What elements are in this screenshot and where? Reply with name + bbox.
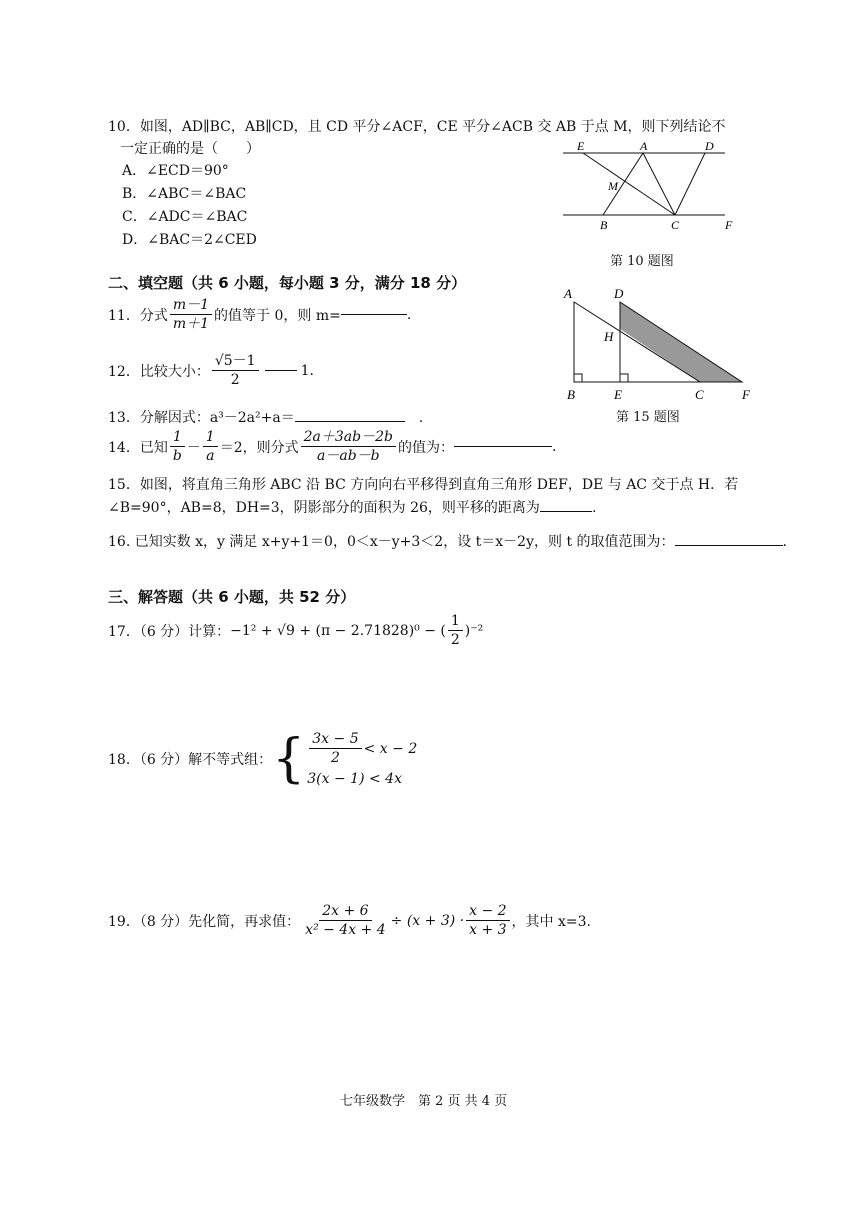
q14-fraction-3-denominator: a－ab－b [317,448,380,464]
q15-figure-caption: 第 15 题图 [616,410,680,425]
q15-label-d: D [614,286,624,301]
q15-label-b: B [567,387,575,402]
section2-heading: 二、填空题（共 6 小题，每小题 3 分，满分 18 分） [108,274,467,292]
q11-answer-blank[interactable] [341,314,407,315]
q15-right-angle-b [574,374,582,382]
q19-fraction-2-numerator: x − 2 [466,902,509,921]
q10-label-c: C [671,218,680,232]
q10-option-d: D．∠BAC＝2∠CED [122,232,257,248]
q12 [108,352,314,389]
q10-option-a: A．∠ECD＝90° [122,163,229,179]
q17-fraction-denominator: 2 [450,632,460,648]
q18-ineq1-rhs: < x − 2 [363,740,418,757]
q10-seg-dc [675,153,705,215]
q15-stem-line1: 15．如图，将直角三角形 ABC 沿 BC 方向向右平移得到直角三角形 DEF，DE 与 AC 交于点 H．若 [108,477,739,493]
q11-suffix: 的值等于 0，则 m= [214,307,341,324]
q19-prefix: 19．（8 分）先化简，再求值： [108,913,301,930]
q14 [108,428,556,465]
q19 [108,902,591,939]
q14-suffix: 的值为： [397,439,454,456]
q14-minus: － [186,439,201,456]
q10-label-m: M [608,179,618,193]
q13-answer-blank[interactable] [295,421,405,422]
q11-fraction-denominator: m＋1 [172,316,210,332]
q15-figure [562,284,762,404]
q11-prefix: 11．分式 [108,307,168,324]
q10-label-d: D [705,139,714,153]
q10-figure-caption: 第 10 题图 [610,254,674,269]
q14-answer-blank[interactable] [454,446,552,447]
q17-fraction [448,612,463,649]
q17-prefix: 17．（6 分）计算： [108,623,231,640]
q18-inequality-1 [307,730,417,767]
q11-fraction-numerator: m－1 [170,296,212,315]
q12-fraction-denominator: 2 [230,372,240,388]
q15-stem-line2-row [108,497,596,517]
page-footer: 七年级数学 第 2 页 共 4 页 [340,1094,508,1109]
q14-fraction-3-numerator: 2a＋3ab－2b [301,428,396,447]
q15-label-e: E [614,387,622,402]
q15-end: . [591,500,597,516]
q13-text: 13．分解因式：a³－2a²+a＝ [108,410,295,426]
q10-label-b: B [600,218,608,232]
q17-expression: −1² + √9 + (π − 2.71828)⁰ − ( [230,622,446,639]
q16 [108,531,787,551]
q15-label-h: H [604,329,614,344]
q14-fraction-2 [203,428,218,465]
q10-stem-line1: 10．如图，AD∥BC，AB∥CD，且 CD 平分∠ACF，CE 平分∠ACB 交 AB 于点 M，则下列结论不 [108,119,726,135]
q10-label-f: F [725,218,733,232]
q14-fraction-3 [301,428,396,465]
q14-fraction-1-numerator: 1 [170,428,185,447]
q16-end: . [782,534,787,550]
q18-inequality-system [272,730,417,787]
q12-fraction [212,352,259,389]
q14-end: . [551,438,557,455]
q11: 11．分式 $\frac{m-1}{m+1}$ 的值等于 0，则 m= . [108,297,412,332]
q14-fraction-1-denominator: b [172,448,182,464]
q12-fraction-numerator: √5－1 [212,352,259,371]
q13 [108,407,423,427]
q12-answer-blank[interactable] [265,370,297,371]
q19-fraction-1-numerator: 2x + 6 [319,902,371,921]
q10-option-c: C．∠ADC＝∠BAC [122,209,248,225]
q10-figure [555,138,755,238]
q10-option-b: B．∠ABC＝∠BAC [122,186,247,202]
q17-fraction-numerator: 1 [448,612,463,631]
q15-right-angle-e [620,374,628,382]
q10-label-e: E [577,139,585,153]
q18-ineq1-numerator: 3x − 5 [309,730,361,749]
q19-fraction-1 [302,902,388,939]
q15-stem-line2: ∠B=90°，AB=8，DH=3，阴影部分的面积为 26，则平移的距离为 [108,500,540,516]
q14-equation: ＝2，则分式 [219,439,299,456]
q14-prefix: 14．已知 [108,439,168,456]
q16-text: 16. 已知实数 x，y 满足 x+y+1＝0，0＜x－y+3＜2，设 t＝x－2y，则 t 的取值范围为： [108,534,675,550]
q19-fraction-2-denominator: x + 3 [469,922,507,938]
q17-exponent: )⁻² [464,622,484,639]
q18-inequality-2: 3(x − 1) < 4x [307,771,402,787]
q19-fraction-2 [466,902,509,939]
q19-fraction-1-denominator: x² − 4x + 4 [305,922,386,938]
q10-seg-ac [643,153,675,215]
q15-answer-blank[interactable] [540,511,592,512]
q18-brace: { [272,728,306,789]
q14-fraction-1 [170,428,185,465]
q18 [108,730,417,787]
q15-label-f: F [742,387,750,402]
q18-prefix: 18．（6 分）解不等式组： [108,751,273,768]
q16-answer-blank[interactable] [675,545,783,546]
q19-suffix: ，其中 x=3. [511,913,591,930]
q14-fraction-2-denominator: a [206,448,215,464]
q11-fraction [170,296,212,333]
q12-prefix: 12．比较大小： [108,363,210,380]
q13-end: . [418,410,424,426]
q15-label-c: C [695,387,704,402]
q17 [108,612,483,649]
q10-stem-line2: 一定正确的是（ ） [120,141,260,157]
section3-heading: 三、解答题（共 6 小题，共 52 分） [108,588,356,606]
q19-middle-expression: ÷ (x + 3) · [390,912,465,929]
q18-ineq1-denominator: 2 [330,750,340,766]
q14-fraction-2-numerator: 1 [203,428,218,447]
q10-label-a: A [640,139,648,153]
q12-suffix: 1. [300,362,314,379]
q15-label-a: A [564,286,572,301]
q10-seg-ec [583,153,675,215]
